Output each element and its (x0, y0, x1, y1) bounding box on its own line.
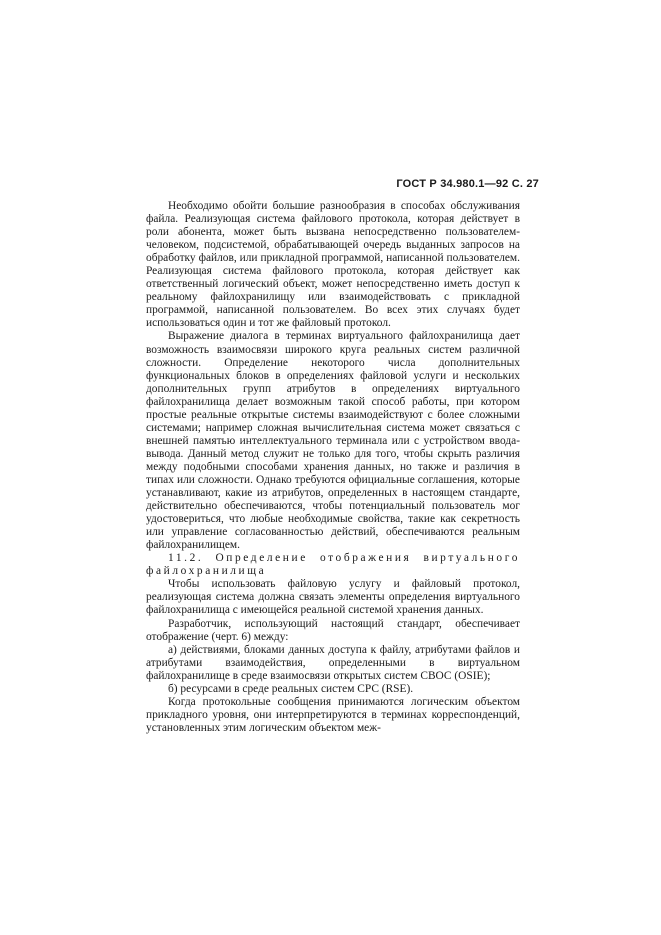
paragraph-usage: Чтобы использовать файловую услугу и файловый протокол, реализующая система должна связать элементы определения виртуального файлохранилища с имеющейся реальной системой хранения данных. (146, 578, 520, 617)
page-header: ГОСТ Р 34.980.1—92 С. 27 (396, 178, 539, 190)
section-title: Определение отображения виртуального файлохранилища (146, 552, 520, 578)
paragraph-intro: Необходимо обойти большие разнообразия в способах обслуживания файла. Реализующая система файлового протокола, которая действует в роли абонента, может быть вызвана непосредственно пользователем-человеком, подсистемой, обрабатывающей очередь выданных запросов на обработку файлов, или прикладной программой, написанной пользователем. Реализующая система файлового протокола, которая действует как ответственный логический объект, может непосредственно иметь доступ к реальному файлохранилищу или взаимодействовать с прикладной программой, написанной пользователем. Во всех этих случаях будет использоваться один и тот же файловый протокол. (146, 200, 520, 330)
list-item-a: а) действиями, блоками данных доступа к файлу, атрибутами файлов и атрибутами взаимодействия, определенными в виртуальном файлохранилище в среде взаимосвязи открытых систем СВОС (OSIE); (146, 643, 520, 682)
paragraph-developer: Разработчик, использующий настоящий стандарт, обеспечивает отображение (черт. 6) между: (146, 617, 520, 643)
list-item-b: б) ресурсами в среде реальных систем СРС (RSE). (168, 682, 414, 695)
section-heading (146, 552, 520, 578)
section-number: 11.2. (168, 552, 204, 565)
body-text (146, 200, 520, 735)
paragraph-dialog-expression: Выражение диалога в терминах виртуального файлохранилища дает возможность взаимосвязи широкого круга реальных систем различной сложности. Определение некоторого числа дополнительных функциональных блоков в определениях файловой услуги и нескольких дополнительных групп атрибутов в определениях виртуального файлохранилища делает возможным такой способ работы, при котором простые реальные открытые системы взаимодействуют с более сложными системами; например сложная вычислительная система может связаться с внешней памятью интеллектуального терминала или с устройством ввода-вывода. Данный метод служит не только для того, чтобы скрыть различия между подобными способами хранения данных, но также и различия в типах или сложности. Однако требуются официальные соглашения, которые устанавливают, какие из атрибутов, определенных в настоящем стандарте, действительно обеспечиваются, чтобы потенциальный пользователь мог удостовериться, что любые необходимые свойства, такие как секретность или управление согласованностью действий, обеспечиваются реальным файлохранилищем. (146, 330, 520, 552)
paragraph-protocol-messages: Когда протокольные сообщения принимаются логическим объектом прикладного уровня, они интерпретируются в терминах корреспонденций, установленных этим логическим объектом меж- (146, 695, 520, 734)
